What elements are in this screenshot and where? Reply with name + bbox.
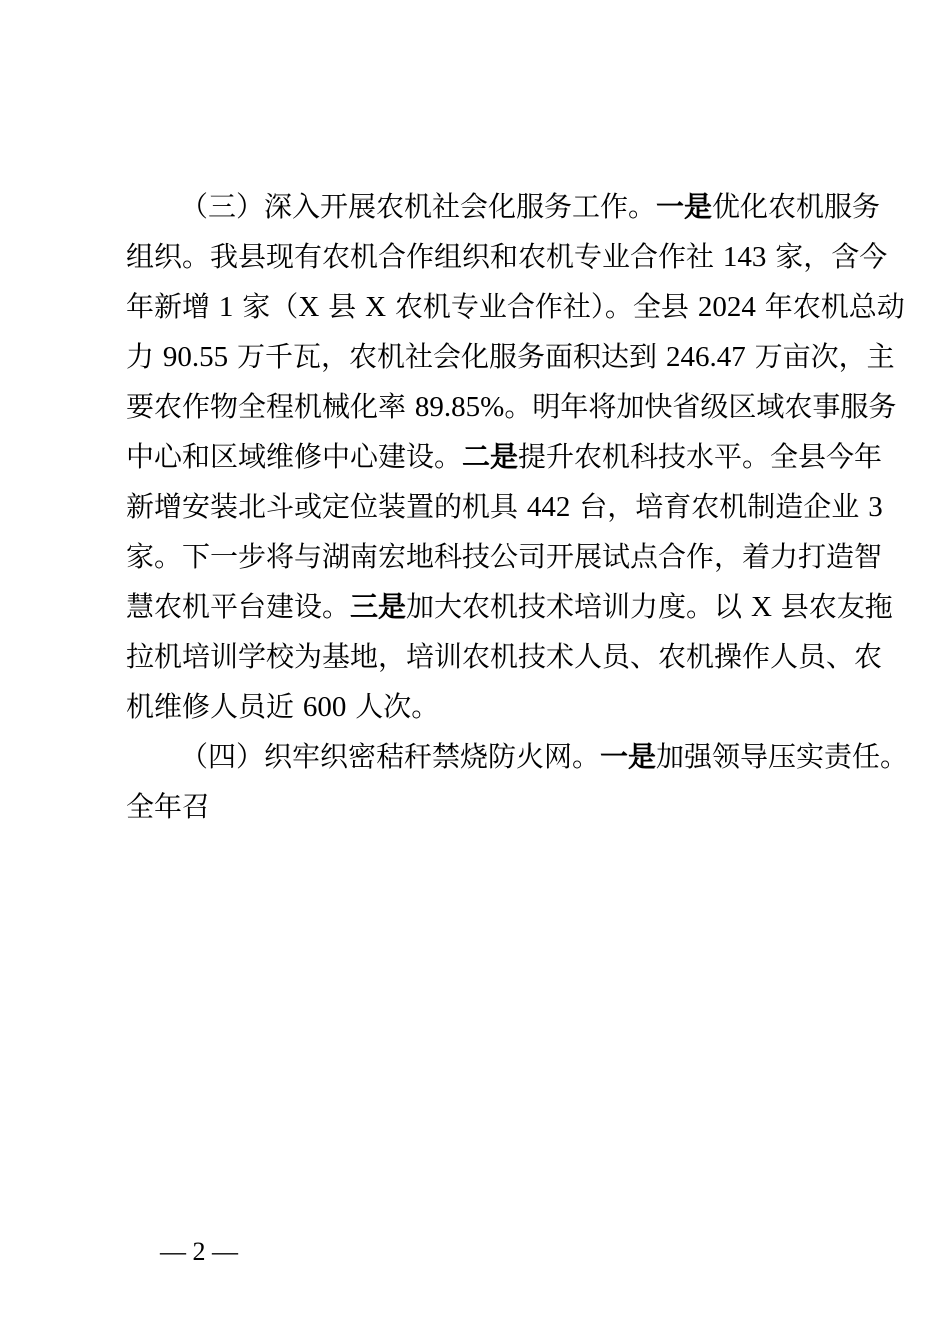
bold-keyword: 二是	[462, 440, 519, 473]
text-run: 机维修人员近	[126, 690, 303, 723]
paragraph-4-line-2	[0, 782, 950, 832]
number-run: 246.47	[665, 341, 746, 373]
text-run: 家（	[233, 290, 299, 323]
text-run: 。明年将加快省级区域农事服务	[504, 390, 897, 423]
number-run: X	[365, 291, 387, 323]
text-run: 加强领导压实责任。	[656, 740, 909, 773]
paragraph-3-line-11	[0, 682, 950, 732]
text-run: 拉机培训学校为基地，培训农机技术人员、农机操作人员、农	[126, 640, 883, 673]
paragraph-3-line-8	[0, 532, 950, 582]
text-run: 加大农机技术培训力度。以	[406, 590, 751, 623]
text-run: （四）织牢织密秸秆禁烧防火网。	[180, 740, 601, 773]
text-run: 力	[126, 340, 163, 373]
text-run: 慧农机平台建设。	[126, 590, 351, 623]
paragraph-4-line-1	[0, 732, 950, 782]
paragraph-3-line-9	[0, 582, 950, 632]
paragraph-3-line-5	[0, 382, 950, 432]
text-run: 年农机总动	[755, 290, 905, 323]
text-run: 万千瓦，农机社会化服务面积达到	[228, 340, 666, 373]
paragraph-3-line-10	[0, 632, 950, 682]
paragraph-3-line-7	[0, 482, 950, 532]
paragraph-3-line-3	[0, 282, 950, 332]
paragraph-3-line-4	[0, 332, 950, 382]
text-run: 人次。	[346, 690, 440, 723]
number-run: 2024	[697, 291, 756, 323]
number-run: 442	[526, 491, 571, 523]
text-run: 中心和区域维修中心建设。	[126, 440, 463, 473]
number-run: 3	[868, 491, 883, 523]
bold-keyword: 一是	[656, 190, 713, 223]
page-number: — 2 —	[160, 1237, 238, 1266]
text-run: 万亩次，主	[745, 340, 895, 373]
number-run: X	[298, 291, 320, 323]
text-run: 家。下一步将与湖南宏地科技公司开展试点合作，着力打造智	[126, 540, 883, 573]
text-run: 家，含今	[766, 240, 888, 273]
text-run: （三）深入开展农机社会化服务工作。	[180, 190, 657, 223]
bold-keyword: 一是	[600, 740, 657, 773]
number-run: 600	[302, 691, 347, 723]
paragraph-3-line-1	[0, 182, 950, 232]
text-run: 要农作物全程机械化率	[126, 390, 415, 423]
number-run: 1	[218, 291, 234, 323]
number-run: 143	[722, 241, 767, 273]
text-run: 年新增	[126, 290, 219, 323]
number-run: 90.55	[162, 341, 229, 373]
paragraph-3-line-6	[0, 432, 950, 482]
text-run: 优化农机服务	[712, 190, 881, 223]
number-run: 89.85%	[414, 391, 505, 423]
text-run: 台，培育农机制造企业	[570, 490, 869, 523]
text-run: 县	[319, 290, 366, 323]
paragraph-3-line-2	[0, 232, 950, 282]
text-run: 提升农机科技水平。全县今年	[518, 440, 883, 473]
bold-keyword: 三是	[350, 590, 407, 623]
text-run: 全年召	[126, 790, 211, 823]
number-run: X	[750, 591, 772, 623]
text-run: 农机专业合作社）。全县	[386, 290, 698, 323]
text-run: 县农友拖	[771, 590, 893, 623]
text-run: 新增安装北斗或定位装置的机具	[126, 490, 527, 523]
text-run: 组织。我县现有农机合作组织和农机专业合作社	[126, 240, 723, 273]
